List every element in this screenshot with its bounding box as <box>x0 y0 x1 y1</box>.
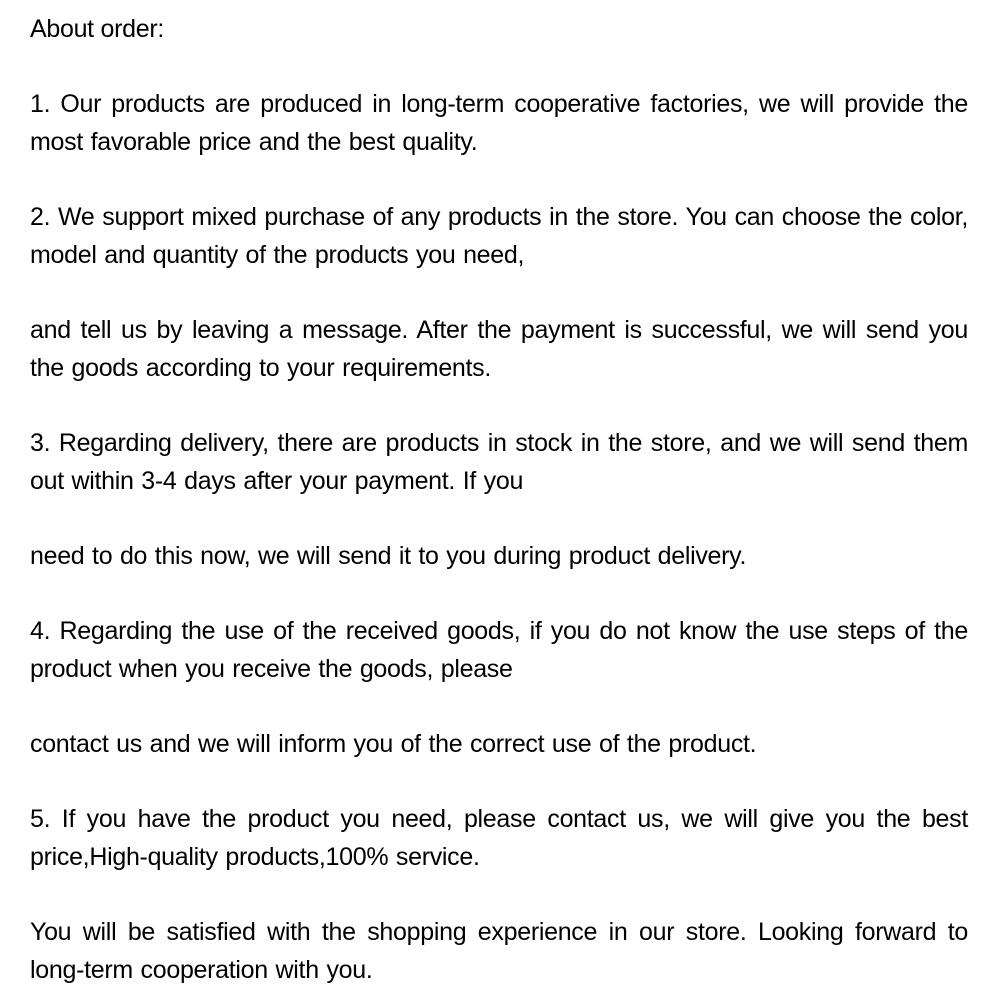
paragraph-3-delivery: 3. Regarding delivery, there are products in stock in the store, and we will send them out within 3-4 days after your payment. If you <box>30 429 968 495</box>
paragraph-2-mixed-purchase: 2. We support mixed purchase of any products in the store. You can choose the color, model and quantity of the products you need, <box>30 203 968 269</box>
paragraph-2-continued-message: and tell us by leaving a message. After the payment is successful, we will send you the goods according to your requirements. <box>30 316 968 382</box>
paragraph-5-best-price: 5. If you have the product you need, please contact us, we will give you the best price,High-quality products,100% service. <box>30 805 968 871</box>
paragraph-4-use-of-goods: 4. Regarding the use of the received goods, if you do not know the use steps of the product when you receive the goods, please <box>30 617 968 683</box>
paragraph-3-continued-send: need to do this now, we will send it to you during product delivery. <box>30 542 747 570</box>
paragraph-1-products-quality: 1. Our products are produced in long-term cooperative factories, we will provide the most favorable price and the best quality. <box>30 90 968 156</box>
document-title: About order: <box>30 15 164 43</box>
paragraph-closing-satisfaction: You will be satisfied with the shopping experience in our store. Looking forward to long-term cooperation with you. <box>30 918 968 984</box>
paragraph-4-continued-contact: contact us and we will inform you of the correct use of the product. <box>30 730 757 758</box>
